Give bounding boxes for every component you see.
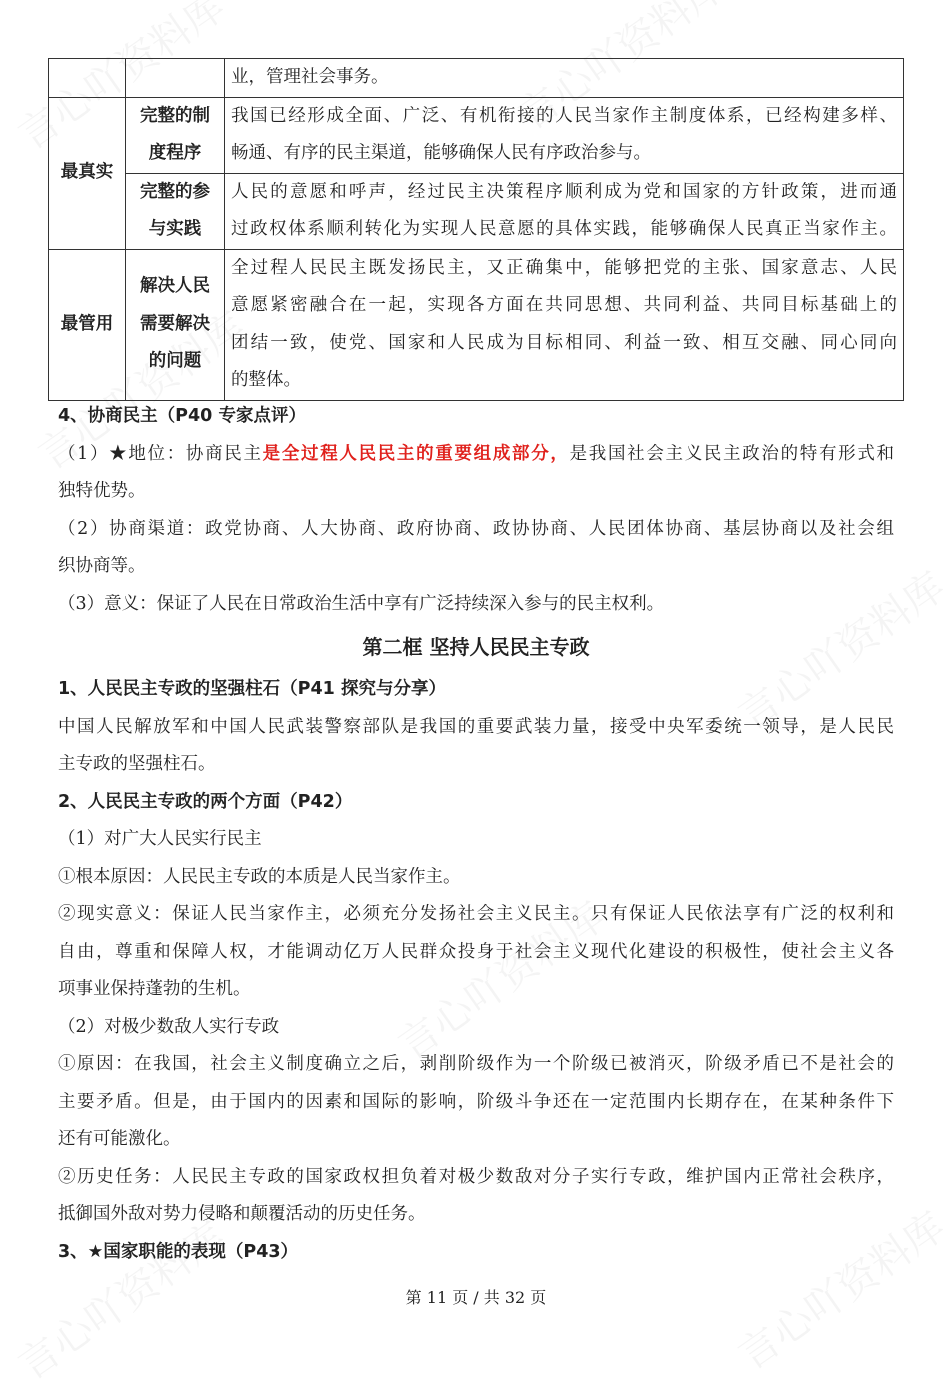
paragraph-line: ②现实意义：保证人民当家作主，必须充分发扬社会主义民主。只有保证人民依法享有广泛的权利和 [58,904,894,924]
paragraph-line: 主要矛盾。但是，由于国内的因素和国际的影响，阶级斗争还在一定范围内长期存在，在某种条件下 [58,1091,894,1112]
cell-text: 意愿紧密融合在一起，实现各方面在共同思想、共同利益、共同目标基础上的 [231,295,897,315]
paragraph-line: 独特优势。 [58,481,146,501]
cell-text: 完整的参 [140,181,210,202]
cell-text: 业，管理社会事务。 [231,67,389,87]
paragraph-line: ②历史任务：人民民主专政的国家政权担负着对极少数敌对分子实行专政，维护国内正常社会秩序， [58,1166,894,1187]
cell-text: 的整体。 [231,370,301,390]
cell-text: 人民的意愿和呼声，经过民主决策程序顺利成为党和国家的方针政策，进而通 [231,181,897,202]
cell-text: 度程序 [148,143,202,163]
paragraph-line: 中国人民解放军和中国人民武装警察部队是我国的重要武装力量，接受中央军委统一领导，是人民民 [58,716,894,737]
section-heading: 3、★国家职能的表现（P43） [58,1241,299,1262]
paragraph-line: 自由，尊重和保障人权，才能调动亿万人民群众投身于社会主义现代化建设的积极性，使社会主义各 [58,941,894,962]
cell-text: 需要解决 [140,313,210,334]
table-row [49,97,904,173]
table-row [49,249,904,400]
cell-text: 与实践 [148,219,202,239]
paragraph-line: ①原因：在我国，社会主义制度确立之后，剥削阶级作为一个阶级已被消灭，阶级矛盾已不是社会的 [58,1054,894,1074]
highlight-text: 是全过程人民民主的重要组成部分， [262,443,570,464]
table-cell [225,173,904,249]
table-row [49,59,904,98]
table-cell [225,249,904,400]
paragraph-line: （3）意义：保证了人民在日常政治生活中享有广泛持续深入参与的民主权利。 [58,593,665,614]
table-cell [225,97,904,173]
paragraph-line: ①根本原因：人民民主专政的本质是人民当家作主。 [58,866,461,887]
subheading: （2）对极少数敌人实行专政 [58,1016,280,1037]
paragraph-line [58,436,894,474]
subheader-cell [126,249,225,400]
subheading: （1）对广大人民实行民主 [58,829,262,849]
section-title: 第二框 坚持人民民主专政 [362,635,590,659]
text: （1）★地位：协商民主 [58,443,263,464]
text: 是我国社会主义民主政治的特有形式和 [569,443,895,464]
paragraph-line: 抵御国外敌对势力侵略和颠覆活动的历史任务。 [58,1204,426,1224]
table-row [49,173,904,249]
paragraph-line: （2）协商渠道：政党协商、人大协商、政府协商、政协协商、人民团体协商、基层协商以及社会组 [58,518,894,539]
row-header: 最真实 [49,97,126,249]
cell-text: 完整的制 [140,105,210,126]
cell-text: 畅通、有序的民主渠道，能够确保人民有序政治参与。 [231,143,651,163]
table-cell [225,59,904,98]
row-header: 最管用 [49,249,126,400]
paragraph-line: 织协商等。 [58,556,146,576]
paragraph-line: 还有可能激化。 [58,1129,181,1149]
cell-text: 团结一致，使党、国家和人民成为目标相同、利益一致、相互交融、同心同向 [231,332,897,353]
paragraph-line: 主专政的坚强柱石。 [58,754,216,774]
page-number: 第 11 页 / 共 32 页 [405,1288,547,1307]
subheader-cell [126,173,225,249]
section-heading: 2、人民民主专政的两个方面（P42） [58,791,353,812]
cell-text: 我国已经形成全面、广泛、有机衔接的人民当家作主制度体系，已经构建多样、 [231,105,897,126]
subheader-cell [126,97,225,173]
table-cell [49,59,126,98]
democracy-features-table [48,58,904,401]
section-heading: 4、协商民主（P40 专家点评） [58,406,306,426]
section-heading: 1、人民民主专政的坚强柱石（P41 探究与分享） [58,679,446,699]
cell-text: 的问题 [148,351,202,372]
cell-text: 全过程人民民主既发扬民主，又正确集中，能够把党的主张、国家意志、人民 [231,257,897,278]
cell-text: 解决人民 [140,276,210,297]
table-cell [126,59,225,98]
document-body [58,398,894,1271]
cell-text: 过政权体系顺利转化为实现人民意愿的具体实践，能够确保人民真正当家作主。 [231,219,897,239]
paragraph-line: 项事业保持蓬勃的生机。 [58,979,251,999]
